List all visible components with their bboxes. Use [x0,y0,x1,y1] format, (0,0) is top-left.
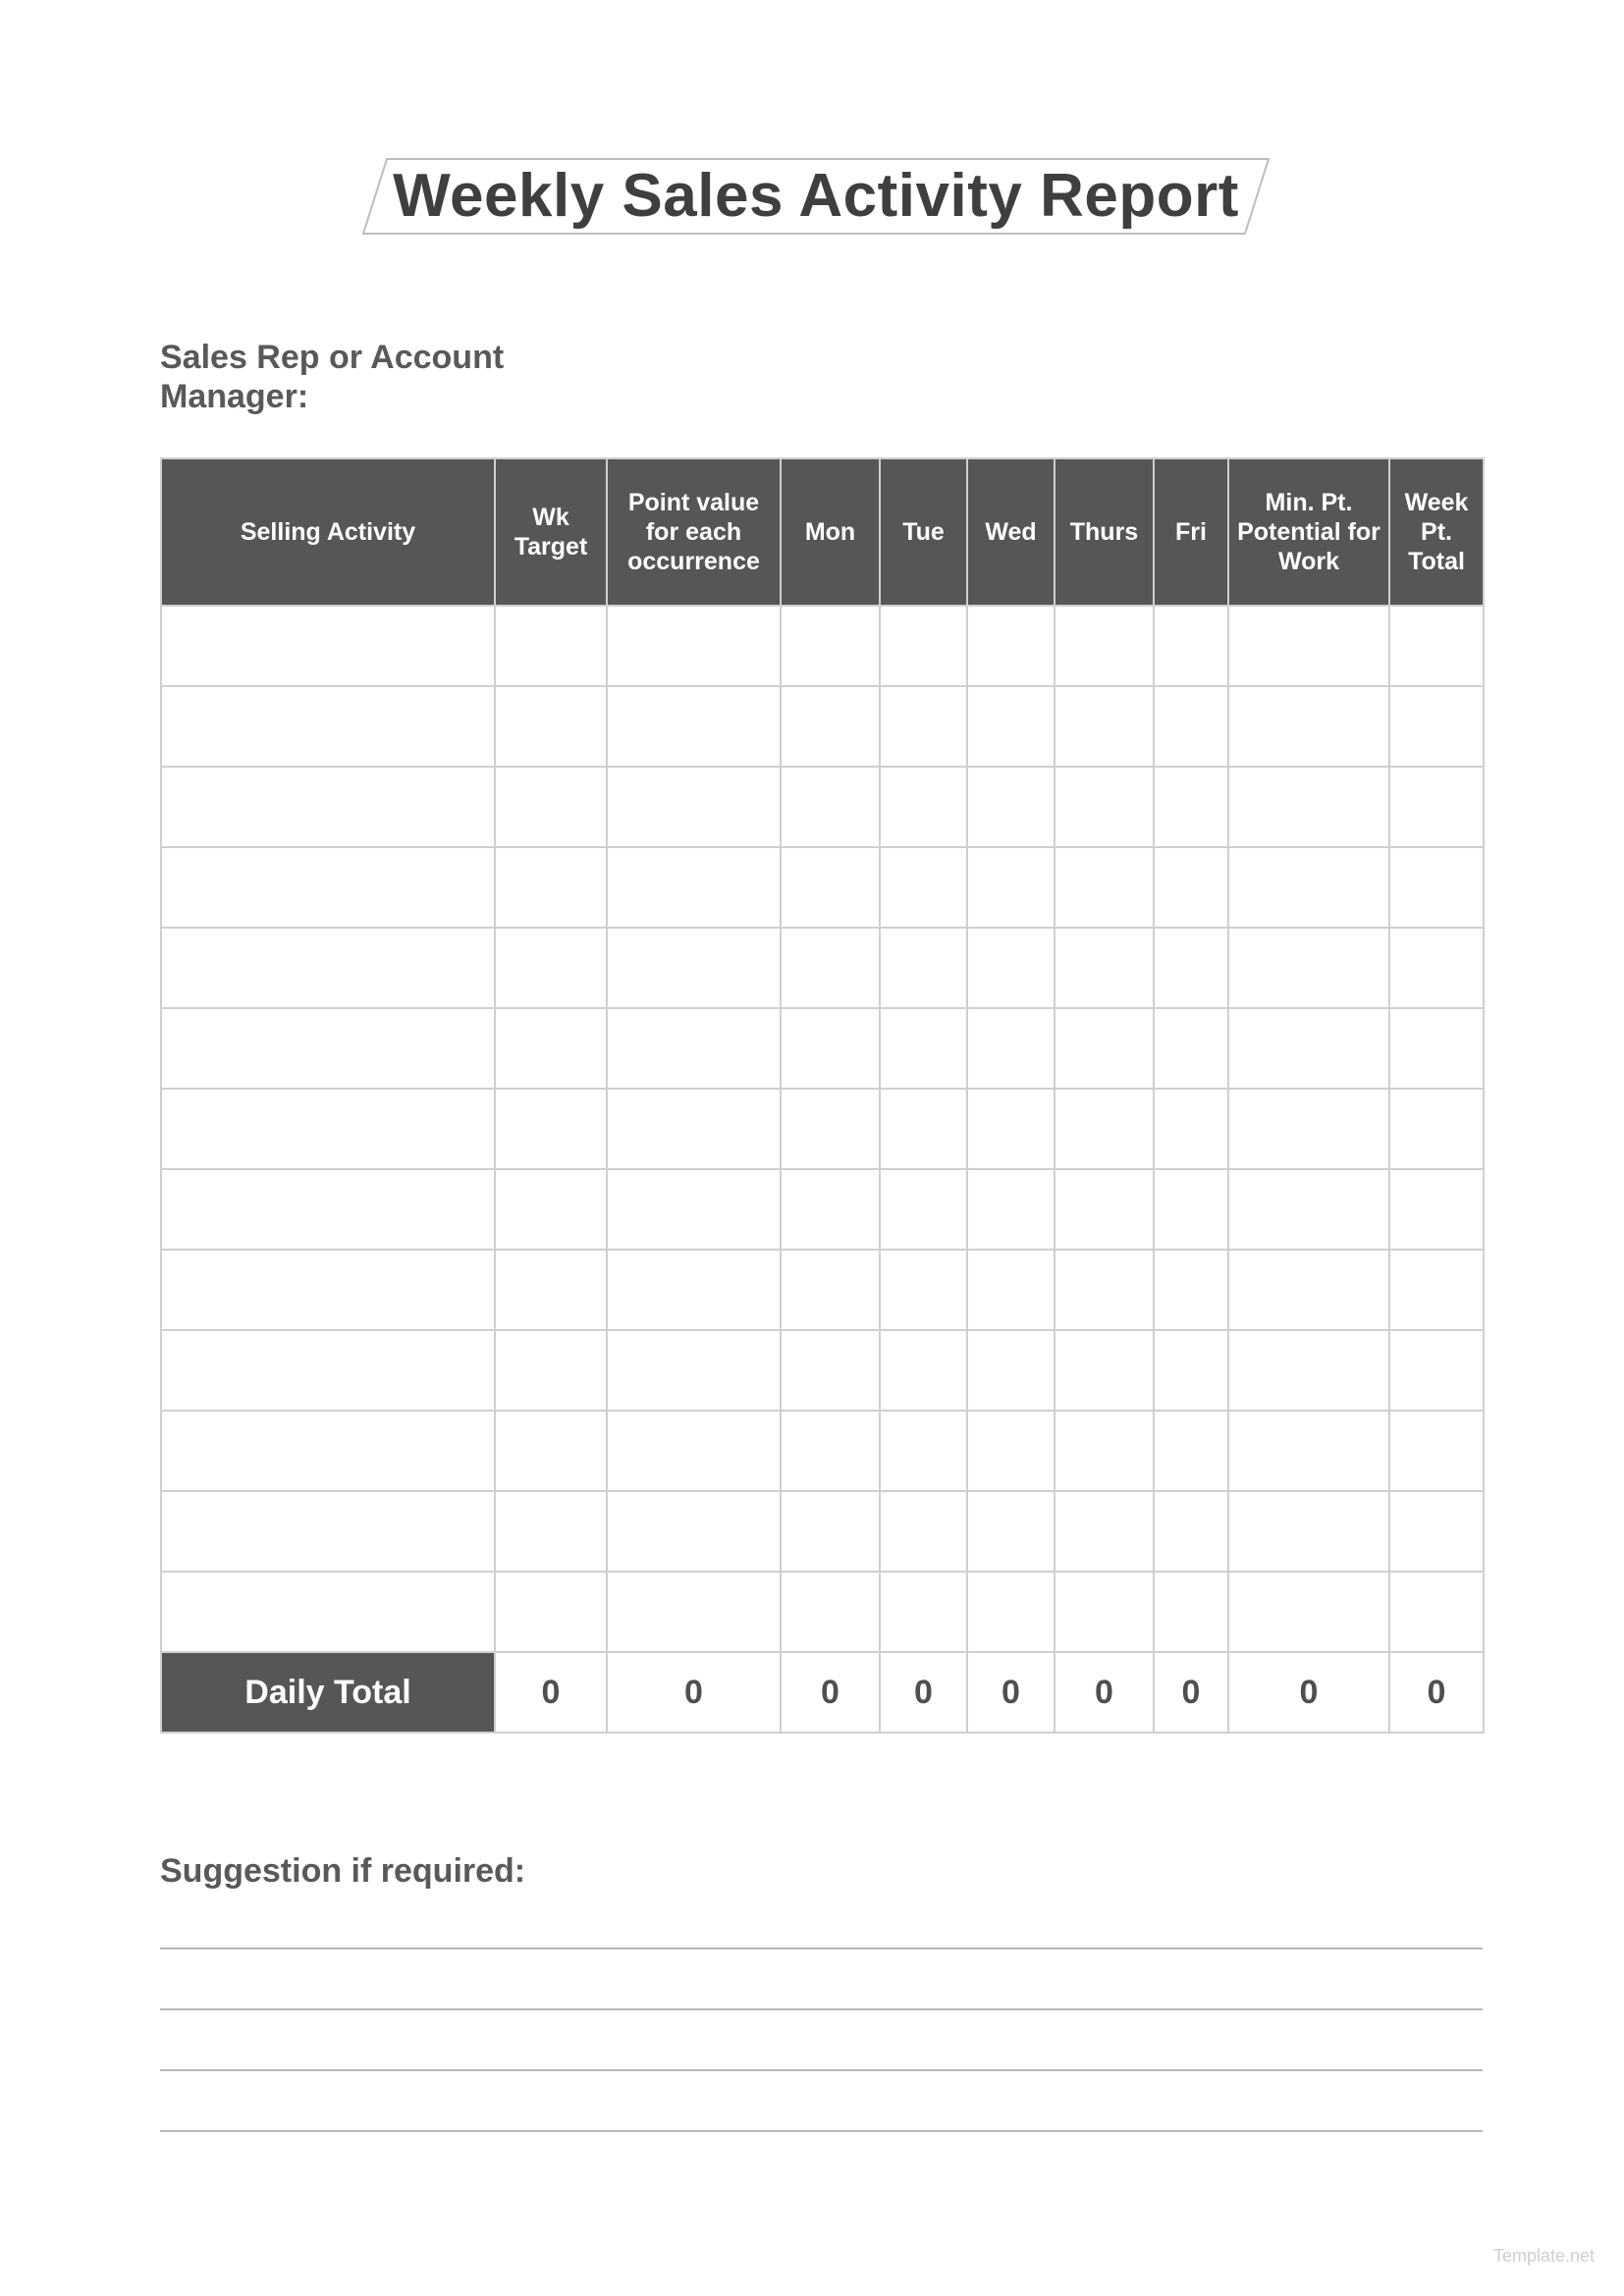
cell-week-pt-total[interactable] [1389,606,1484,686]
cell-tue[interactable] [880,1169,967,1250]
cell-wed[interactable] [967,767,1055,847]
header-selling-activity: Selling Activity [161,458,495,606]
cell-min-pt-potential[interactable] [1228,928,1389,1008]
cell-min-pt-potential[interactable] [1228,847,1389,928]
cell-wed[interactable] [967,1008,1055,1089]
table-row [161,1411,1484,1491]
cell-selling-activity[interactable] [161,847,495,928]
cell-wed[interactable] [967,1572,1055,1652]
daily-total-label: Daily Total [161,1652,495,1733]
cell-mon[interactable] [781,1491,880,1572]
cell-selling-activity[interactable] [161,606,495,686]
suggestion-label: Suggestion if required: [160,1852,526,1890]
cell-thurs[interactable] [1055,606,1154,686]
cell-min-pt-potential[interactable] [1228,1008,1389,1089]
cell-selling-activity[interactable] [161,1169,495,1250]
table-row [161,1169,1484,1250]
suggestion-line[interactable] [160,2069,1483,2071]
cell-min-pt-potential[interactable] [1228,767,1389,847]
cell-selling-activity[interactable] [161,928,495,1008]
cell-mon[interactable] [781,1330,880,1411]
cell-wk-target[interactable] [495,1089,607,1169]
cell-tue[interactable] [880,1250,967,1330]
cell-tue[interactable] [880,686,967,767]
cell-point-value[interactable] [607,1250,781,1330]
table-row [161,1572,1484,1652]
cell-selling-activity[interactable] [161,1250,495,1330]
cell-tue[interactable] [880,1411,967,1491]
cell-tue[interactable] [880,1089,967,1169]
cell-point-value[interactable] [607,1169,781,1250]
cell-fri[interactable] [1154,1411,1228,1491]
table-row [161,1089,1484,1169]
cell-week-pt-total[interactable] [1389,1330,1484,1411]
cell-mon[interactable] [781,606,880,686]
cell-thurs[interactable] [1055,767,1154,847]
cell-fri[interactable] [1154,928,1228,1008]
header-min-pt-potential: Min. Pt. Potential for Work [1228,458,1389,606]
header-row [161,458,1484,606]
activity-table [160,457,1485,1734]
cell-wk-target[interactable] [495,1330,607,1411]
cell-mon[interactable] [781,1169,880,1250]
cell-point-value[interactable] [607,928,781,1008]
total-point-value[interactable]: 0 [607,1652,781,1733]
cell-min-pt-potential[interactable] [1228,1250,1389,1330]
cell-tue[interactable] [880,606,967,686]
cell-selling-activity[interactable] [161,686,495,767]
cell-week-pt-total[interactable] [1389,847,1484,928]
cell-week-pt-total[interactable] [1389,686,1484,767]
cell-fri[interactable] [1154,1250,1228,1330]
watermark: Template.net [1492,2246,1595,2266]
table-row [161,1250,1484,1330]
cell-mon[interactable] [781,928,880,1008]
cell-thurs[interactable] [1055,928,1154,1008]
total-wk-target[interactable]: 0 [495,1652,607,1733]
cell-wk-target[interactable] [495,606,607,686]
title-banner [361,157,1271,236]
cell-fri[interactable] [1154,606,1228,686]
cell-selling-activity[interactable] [161,1491,495,1572]
cell-mon[interactable] [781,1250,880,1330]
cell-min-pt-potential[interactable] [1228,606,1389,686]
cell-thurs[interactable] [1055,847,1154,928]
cell-week-pt-total[interactable] [1389,1572,1484,1652]
total-thurs[interactable]: 0 [1055,1652,1154,1733]
header-tue: Tue [880,458,967,606]
cell-point-value[interactable] [607,1008,781,1089]
suggestion-line[interactable] [160,1948,1483,1949]
cell-thurs[interactable] [1055,1411,1154,1491]
cell-wk-target[interactable] [495,1572,607,1652]
cell-min-pt-potential[interactable] [1228,1491,1389,1572]
table-row [161,686,1484,767]
cell-wk-target[interactable] [495,847,607,928]
header-thurs: Thurs [1055,458,1154,606]
cell-week-pt-total[interactable] [1389,928,1484,1008]
cell-selling-activity[interactable] [161,1411,495,1491]
cell-wed[interactable] [967,847,1055,928]
table-row [161,1491,1484,1572]
cell-wk-target[interactable] [495,1169,607,1250]
cell-wed[interactable] [967,1411,1055,1491]
cell-tue[interactable] [880,1330,967,1411]
cell-tue[interactable] [880,928,967,1008]
cell-fri[interactable] [1154,1572,1228,1652]
cell-selling-activity[interactable] [161,767,495,847]
header-mon: Mon [781,458,880,606]
cell-thurs[interactable] [1055,1008,1154,1089]
cell-min-pt-potential[interactable] [1228,1089,1389,1169]
cell-tue[interactable] [880,1008,967,1089]
cell-fri[interactable] [1154,767,1228,847]
cell-wk-target[interactable] [495,1411,607,1491]
cell-fri[interactable] [1154,1169,1228,1250]
cell-week-pt-total[interactable] [1389,1008,1484,1089]
suggestion-line[interactable] [160,2008,1483,2010]
header-fri: Fri [1154,458,1228,606]
cell-week-pt-total[interactable] [1389,1411,1484,1491]
cell-min-pt-potential[interactable] [1228,1572,1389,1652]
cell-point-value[interactable] [607,1330,781,1411]
cell-wk-target[interactable] [495,1491,607,1572]
cell-fri[interactable] [1154,1330,1228,1411]
cell-wk-target[interactable] [495,1008,607,1089]
cell-min-pt-potential[interactable] [1228,1330,1389,1411]
sales-rep-label: Sales Rep or Account Manager: [160,339,505,415]
cell-fri[interactable] [1154,1491,1228,1572]
cell-tue[interactable] [880,767,967,847]
total-fri[interactable]: 0 [1154,1652,1228,1733]
daily-total-row [161,1652,1484,1733]
cell-wk-target[interactable] [495,928,607,1008]
cell-wk-target[interactable] [495,1250,607,1330]
cell-fri[interactable] [1154,1008,1228,1089]
cell-wed[interactable] [967,1089,1055,1169]
cell-fri[interactable] [1154,1089,1228,1169]
cell-thurs[interactable] [1055,1572,1154,1652]
table-row [161,1008,1484,1089]
cell-min-pt-potential[interactable] [1228,686,1389,767]
suggestion-line[interactable] [160,2130,1483,2132]
cell-mon[interactable] [781,1008,880,1089]
cell-mon[interactable] [781,1089,880,1169]
cell-wed[interactable] [967,1169,1055,1250]
cell-point-value[interactable] [607,1491,781,1572]
cell-thurs[interactable] [1055,1250,1154,1330]
cell-week-pt-total[interactable] [1389,1169,1484,1250]
cell-thurs[interactable] [1055,1491,1154,1572]
cell-tue[interactable] [880,1572,967,1652]
cell-selling-activity[interactable] [161,1572,495,1652]
table-row [161,1330,1484,1411]
header-wk-target: Wk Target [495,458,607,606]
cell-mon[interactable] [781,1572,880,1652]
cell-thurs[interactable] [1055,1330,1154,1411]
cell-mon[interactable] [781,767,880,847]
total-wed[interactable]: 0 [967,1652,1055,1733]
cell-week-pt-total[interactable] [1389,1089,1484,1169]
total-tue[interactable]: 0 [880,1652,967,1733]
cell-min-pt-potential[interactable] [1228,1169,1389,1250]
table-row [161,928,1484,1008]
total-mon[interactable]: 0 [781,1652,880,1733]
cell-week-pt-total[interactable] [1389,767,1484,847]
cell-week-pt-total[interactable] [1389,1250,1484,1330]
cell-point-value[interactable] [607,606,781,686]
cell-wed[interactable] [967,1491,1055,1572]
cell-selling-activity[interactable] [161,1330,495,1411]
cell-tue[interactable] [880,1491,967,1572]
table-row [161,847,1484,928]
cell-mon[interactable] [781,847,880,928]
cell-point-value[interactable] [607,686,781,767]
cell-fri[interactable] [1154,847,1228,928]
cell-wed[interactable] [967,686,1055,767]
table-row [161,606,1484,686]
cell-thurs[interactable] [1055,686,1154,767]
cell-mon[interactable] [781,1411,880,1491]
cell-selling-activity[interactable] [161,1089,495,1169]
cell-wed[interactable] [967,1250,1055,1330]
page-title: Weekly Sales Activity Report [393,162,1239,230]
cell-point-value[interactable] [607,1572,781,1652]
cell-wed[interactable] [967,1330,1055,1411]
cell-mon[interactable] [781,686,880,767]
cell-min-pt-potential[interactable] [1228,1411,1389,1491]
table-row [161,767,1484,847]
cell-wed[interactable] [967,928,1055,1008]
cell-wed[interactable] [967,606,1055,686]
cell-wk-target[interactable] [495,767,607,847]
cell-week-pt-total[interactable] [1389,1491,1484,1572]
cell-point-value[interactable] [607,1411,781,1491]
cell-fri[interactable] [1154,686,1228,767]
cell-selling-activity[interactable] [161,1008,495,1089]
cell-wk-target[interactable] [495,686,607,767]
cell-thurs[interactable] [1055,1089,1154,1169]
header-point-value: Point value for each occurrence [607,458,781,606]
cell-point-value[interactable] [607,1089,781,1169]
table-body [161,606,1484,1733]
cell-tue[interactable] [880,847,967,928]
cell-point-value[interactable] [607,847,781,928]
total-week-pt-total[interactable]: 0 [1389,1652,1484,1733]
header-wed: Wed [967,458,1055,606]
cell-thurs[interactable] [1055,1169,1154,1250]
header-week-pt-total: Week Pt. Total [1389,458,1484,606]
total-min-pt-potential[interactable]: 0 [1228,1652,1389,1733]
cell-point-value[interactable] [607,767,781,847]
